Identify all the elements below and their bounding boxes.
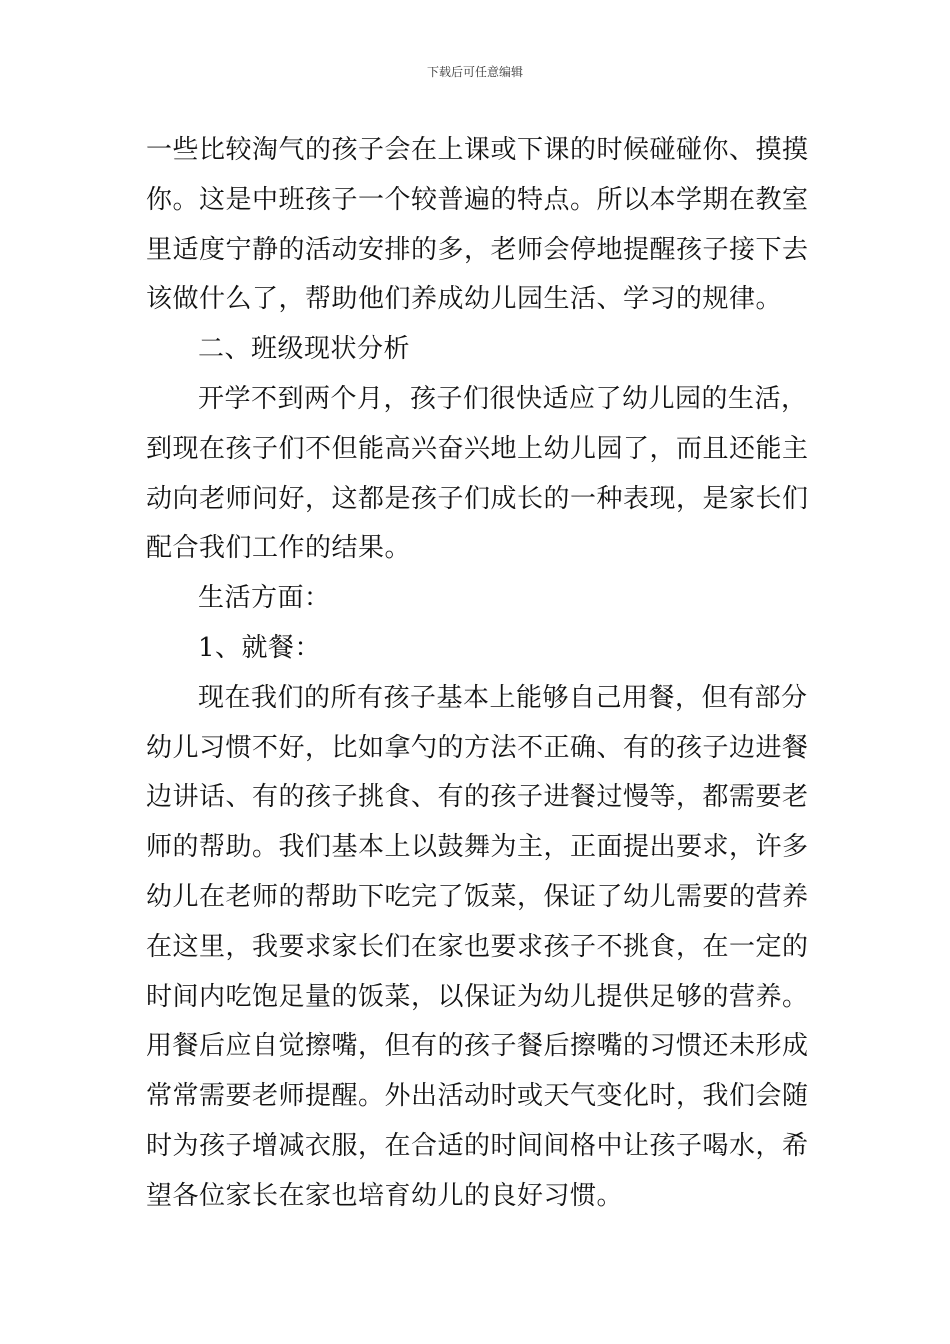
heading-line: 1、就餐： (198, 632, 322, 663)
text-line: 到现在孩子们不但能高兴奋兴地上幼儿园了，而且还能主 (146, 433, 809, 464)
paragraph-dining (146, 674, 810, 1222)
text-line: 常常需要老师提醒。外出活动时或天气变化时，我们会随 (146, 1081, 809, 1112)
subheading-life (146, 574, 810, 624)
text-line: 望各位家长在家也培育幼儿的良好习惯。 (146, 1180, 624, 1211)
text-line: 师的帮助。我们基本上以鼓舞为主，正面提出要求，许多 (146, 832, 809, 863)
text-line: 动向老师问好，这都是孩子们成长的一种表现，是家长们 (146, 483, 809, 514)
text-line: 幼儿在老师的帮助下吃完了饭菜，保证了幼儿需要的营养 (146, 881, 809, 912)
section-heading (146, 325, 810, 375)
subheading-dining (146, 624, 810, 674)
text-line: 幼儿习惯不好，比如拿勺的方法不正确、有的孩子边进餐 (146, 732, 809, 763)
text-line: 里适度宁静的活动安排的多，老师会停地提醒孩子接下去 (146, 234, 809, 265)
text-line: 边讲话、有的孩子挑食、有的孩子进餐过慢等，都需要老 (146, 782, 809, 813)
text-line: 时间内吃饱足量的饭菜，以保证为幼儿提供足够的营养。 (146, 981, 809, 1012)
text-line: 你。这是中班孩子一个较普遍的特点。所以本学期在教室 (146, 184, 809, 215)
text-line: 在这里，我要求家长们在家也要求孩子不挑食，在一定的 (146, 931, 809, 962)
text-line: 配合我们工作的结果。 (146, 533, 412, 564)
text-line: 用餐后应自觉擦嘴，但有的孩子餐后擦嘴的习惯还未形成 (146, 1031, 809, 1062)
text-line: 现在我们的所有孩子基本上能够自己用餐，但有部分 (198, 682, 808, 713)
paragraph-class-status (146, 375, 810, 574)
text-line: 一些比较淘气的孩子会在上课或下课的时候碰碰你、摸摸 (146, 135, 809, 165)
paragraph-intro-continued (146, 126, 810, 325)
text-line: 时为孩子增减衣服，在合适的时间间格中让孩子喝水，希 (146, 1130, 809, 1161)
page-header: 下载后可任意编辑 (426, 65, 523, 79)
text-line: 该做什么了，帮助他们养成幼儿园生活、学习的规律。 (146, 284, 783, 315)
text-line: 开学不到两个月，孩子们很快适应了幼儿园的生活， (198, 383, 808, 414)
document-body (146, 126, 810, 1222)
heading-line: 生活方面： (198, 583, 331, 614)
heading-line: 二、班级现状分析 (198, 334, 411, 365)
